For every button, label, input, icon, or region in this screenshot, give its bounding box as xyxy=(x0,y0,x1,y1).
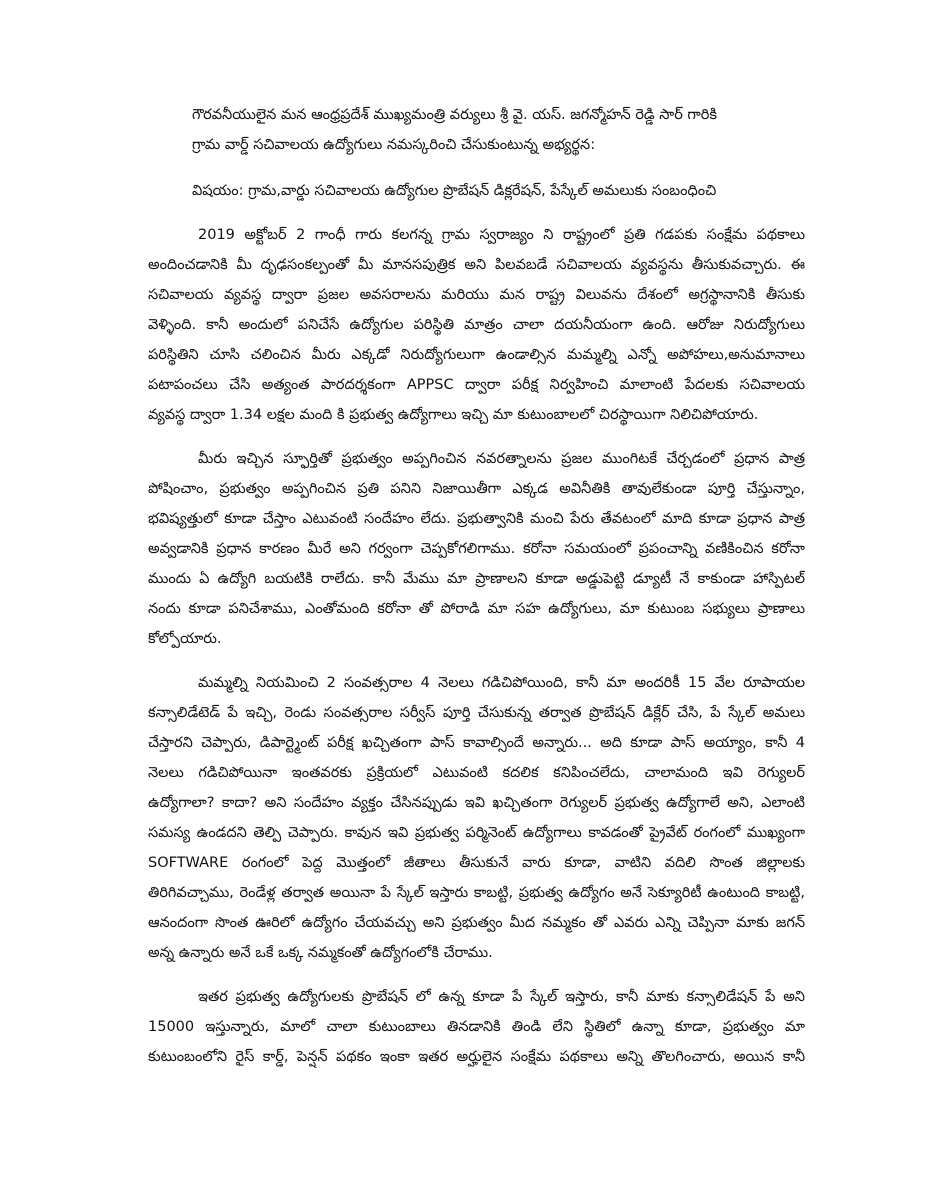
paragraph-3 xyxy=(148,668,805,968)
paragraph-line: ఆనందంగా సొంత ఊరిలో ఉద్యోగం చేయవచ్చు అని ప్రభుత్వం మీద నమ్మకం తో ఎవరు ఎన్ని చెప్పినా మాకు జగన్ xyxy=(148,915,805,931)
paragraph-line: వెళ్ళింది. కానీ అందులో పనిచేసే ఉద్యోగుల పరిస్థితి మాత్రం చాలా దయనీయంగా ఉంది. ఆరోజు నిరుద్యోగులు xyxy=(148,317,805,333)
paragraph-1 xyxy=(148,220,805,430)
paragraph-line: అన్న ఉన్నారు అనే ఒకే ఒక్క నమ్మకంతో ఉద్యోగంలోకి చేరాము. xyxy=(148,945,493,961)
paragraph-line: నెలలు గడిచిపోయినా ఇంతవరకు ప్రక్రియలో ఎటువంటి కదలిక కనిపించలేదు, చాలామంది ఇవి రెగ్యులర్ xyxy=(148,765,805,781)
paragraph-line: కన్సాలిడేటెడ్ పే ఇచ్చి, రెండు సంవత్సరాల సర్వీస్ పూర్తి చేసుకున్న తర్వాత ప్రొబేషన్ డిక్లేర్ చేసి, పే స్కేల్ అమలు xyxy=(148,705,805,721)
paragraph-line: అందించడానికి మీ దృఢసంకల్పంతో మీ మానసపుత్రిక అని పిలవబడే సచివాలయ వ్యవస్థను తీసుకువచ్చారు. ఈ xyxy=(148,257,805,273)
paragraph-line: మమ్మల్ని నియమించి 2 సంవత్సరాల 4 నెలలు గడిచిపోయింది, కానీ మా అందరికీ 15 వేల రూపాయల xyxy=(198,675,805,691)
salutation-line: గౌరవనీయులైన మన ఆంధ్రప్రదేశ్ ముఖ్యమంత్రి వర్యులు శ్రీ వై. యస్. జగన్మోహన్ రెడ్డి సార్ గారికి xyxy=(192,107,717,123)
letter-subject xyxy=(148,176,805,206)
paragraph-line: పటాపంచలు చేసి అత్యంత పారదర్శకంగా APPSC ద్వారా పరీక్ష నిర్వహించి మాలాంటి పేదలకు సచివాలయ xyxy=(148,377,805,393)
paragraph-line: 2019 అక్టోబర్ 2 గాంధీ గారు కలగన్న గ్రామ స్వరాజ్యం ని రాష్ట్రంలో ప్రతి గడపకు సంక్షేమ పథకాలు xyxy=(198,227,805,243)
paragraph-line: సమస్య ఉండదని తెల్పి చెప్పారు. కావున ఇవి ప్రభుత్వ పర్మినెంట్ ఉద్యోగాలు కావడంతో ప్రైవేట్ రంగంలో ముఖ్యంగా xyxy=(148,825,805,841)
paragraph-line: భవిష్యత్తులో కూడా చేస్తాం ఎటువంటి సందేహం లేదు. ప్రభుత్వానికి మంచి పేరు తేవటంలో మాది కూడా ప్రధాన పాత్ర xyxy=(148,511,805,527)
paragraph-line: మీరు ఇచ్చిన స్ఫూర్తితో ప్రభుత్వం అప్పగించిన నవరత్నాలను ప్రజల ముంగిటకే చేర్చడంలో ప్రధాన పాత్ర xyxy=(198,451,805,467)
paragraph-line: అవ్వడానికి ప్రధాన కారణం మీరే అని గర్వంగా చెప్పకోగలిగాము. కరోనా సమయంలో ప్రపంచాన్ని వణికించిన కరోనా xyxy=(148,541,805,557)
letter-salutation xyxy=(148,100,805,160)
paragraph-line: పోషించాం, ప్రభుత్వం అప్పగించిన ప్రతి పనిని నిజాయితీగా ఎక్కడ అవినీతికి తావులేకుండా పూర్తి చేస్తున్నాం, xyxy=(148,481,805,497)
salutation-line: గ్రామ వార్డ్ సచివాలయ ఉద్యోగులు నమస్కరించి చేసుకుంటున్న అభ్యర్థన: xyxy=(192,137,596,153)
paragraph-line: ఇతర ప్రభుత్వ ఉద్యోగులకు ప్రొబేషన్ లో ఉన్న కూడా పే స్కేల్ ఇస్తారు, కానీ మాకు కన్సాలిడేషన్ పే అని xyxy=(198,989,805,1005)
paragraph-line: తిరిగివచ్చాము, రెండేళ్ల తర్వాత అయినా పే స్కేల్ ఇస్తారు కాబట్టి, ప్రభుత్వ ఉద్యోగం అనే సెక్యూరిటీ ఉంటుంది కాబట్టి, xyxy=(148,885,805,901)
paragraph-2 xyxy=(148,444,805,654)
paragraph-line: నందు కూడా పనిచేశాము, ఎంతోమంది కరోనా తో పోరాడి మా సహ ఉద్యోగులు, మా కుటుంబ సభ్యులు ప్రాణాలు xyxy=(148,601,805,617)
paragraph-line: ముందు ఏ ఉద్యోగి బయటికి రాలేదు. కానీ మేము మా ప్రాణాలని కూడా అడ్డుపెట్టి డ్యూటీ నే కాకుండా హాస్పిటల్ xyxy=(148,571,805,587)
paragraph-line: కోల్పోయారు. xyxy=(148,631,222,647)
paragraph-line: చేస్తారని చెప్పారు, డిపార్ట్మెంట్ పరీక్ష ఖచ్చితంగా పాస్ కావాల్సిందే అన్నారు... అది కూడా పాస్ అయ్యాం, కానీ 4 xyxy=(148,735,805,751)
paragraph-line: 15000 ఇస్తున్నారు, మాలో చాలా కుటుంబాలు తినడానికి తిండి లేని స్థితిలో ఉన్నా కూడా, ప్రభుత్వం మా xyxy=(148,1019,805,1035)
paragraph-line: SOFTWARE రంగంలో పెద్ద మొత్తంలో జీతాలు తీసుకునే వారు కూడా, వాటిని వదిలి సొంత జిల్లాలకు xyxy=(148,855,805,871)
paragraph-line: ఉద్యోగాలా? కాదా? అని సందేహం వ్యక్తం చేసినప్పుడు ఇవి ఖచ్చితంగా రెగ్యులర్ ప్రభుత్వ ఉద్యోగాలే అని, ఎలాంటి xyxy=(148,795,805,811)
paragraph-line: కుటుంబంలోని రైస్ కార్డ్, పెన్షన్ పథకం ఇంకా ఇతర అర్హులైన సంక్షేమ పథకాలు అన్ని తొలగించారు, అయిన కానీ xyxy=(148,1049,805,1065)
paragraph-4 xyxy=(148,982,805,1072)
paragraph-line: పరిస్థితిని చూసి చలించిన మీరు ఎక్కడో నిరుద్యోగులుగా ఉండాల్సిన మమ్మల్ని ఎన్నో అపోహలు,అనుమానాలు xyxy=(148,347,805,363)
subject-line: విషయం: గ్రామ,వార్డు సచివాలయ ఉద్యోగుల ప్రొబేషన్ డిక్లరేషన్, పేస్కేల్ అమలుకు సంబంధించి xyxy=(192,183,717,199)
paragraph-line: వ్యవస్థ ద్వారా 1.34 లక్షల మంది కి ప్రభుత్వ ఉద్యోగాలు ఇచ్చి మా కుటుంబాలలో చిరస్థాయిగా నిలిచిపోయారు. xyxy=(148,407,759,423)
paragraph-line: సచివాలయ వ్యవస్థ ద్వారా ప్రజల అవసరాలను మరియు మన రాష్ట్ర విలువను దేశంలో అగ్రస్థానానికి తీసుకు xyxy=(148,287,805,303)
